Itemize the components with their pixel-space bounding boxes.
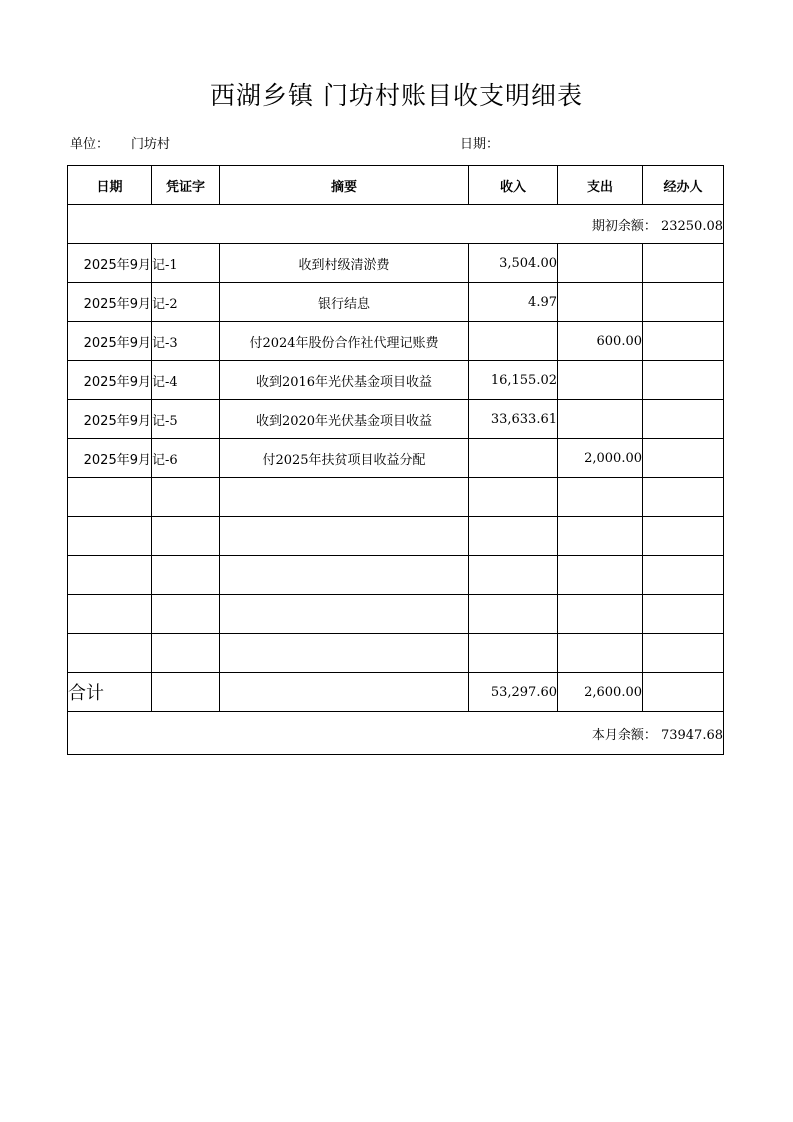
cell-handler: [643, 478, 724, 517]
unit-line: [70, 133, 170, 152]
total-summary-cell: [220, 673, 469, 712]
col-header-income: 收入: [469, 166, 558, 205]
cell-summary: 收到村级清淤费: [220, 244, 469, 283]
ledger-table: [67, 165, 724, 755]
col-header-summary: 摘要: [220, 166, 469, 205]
cell-handler: [643, 556, 724, 595]
opening-balance: [68, 205, 724, 244]
cell-voucher: 记-6: [152, 439, 220, 478]
cell-expense: [558, 595, 643, 634]
cell-expense: [558, 244, 643, 283]
closing-balance: [68, 712, 724, 755]
cell-income: [469, 478, 558, 517]
col-header-expense: 支出: [558, 166, 643, 205]
cell-income: 16,155.02: [469, 361, 558, 400]
col-header-voucher: 凭证字: [152, 166, 220, 205]
table-row: [68, 283, 724, 322]
cell-voucher: 记-2: [152, 283, 220, 322]
cell-income: [469, 322, 558, 361]
cell-voucher: [152, 595, 220, 634]
unit-label: 单位：: [70, 137, 110, 152]
cell-income: 33,633.61: [469, 400, 558, 439]
cell-income: 3,504.00: [469, 244, 558, 283]
cell-date: 2025年9月: [68, 283, 152, 322]
closing-balance-value: 73947.68: [660, 727, 723, 743]
total-row: [68, 673, 724, 712]
cell-handler: [643, 634, 724, 673]
cell-voucher: 记-5: [152, 400, 220, 439]
cell-handler: [643, 439, 724, 478]
cell-income: [469, 556, 558, 595]
cell-handler: [643, 517, 724, 556]
closing-balance-label: 本月余额：: [591, 727, 657, 743]
cell-summary: [220, 595, 469, 634]
table-row: [68, 400, 724, 439]
total-label: 合计: [68, 673, 152, 712]
cell-expense: [558, 283, 643, 322]
table-row: [68, 556, 724, 595]
table-row: [68, 595, 724, 634]
cell-voucher: [152, 517, 220, 556]
cell-summary: [220, 556, 469, 595]
cell-voucher: 记-1: [152, 244, 220, 283]
cell-date: 2025年9月: [68, 322, 152, 361]
cell-date: [68, 517, 152, 556]
cell-summary: 付2024年股份合作社代理记账费: [220, 322, 469, 361]
col-header-handler: 经办人: [643, 166, 724, 205]
table-row: [68, 322, 724, 361]
cell-handler: [643, 283, 724, 322]
cell-voucher: 记-4: [152, 361, 220, 400]
cell-expense: [558, 517, 643, 556]
date-line: [460, 133, 499, 152]
cell-summary: 收到2020年光伏基金项目收益: [220, 400, 469, 439]
cell-income: [469, 595, 558, 634]
page-title: 西湖乡镇 门坊村账目收支明细表: [210, 81, 583, 110]
cell-expense: 600.00: [558, 322, 643, 361]
cell-handler: [643, 322, 724, 361]
total-handler-cell: [643, 673, 724, 712]
cell-income: [469, 634, 558, 673]
date-label: 日期：: [460, 137, 500, 152]
cell-income: [469, 439, 558, 478]
cell-voucher: [152, 478, 220, 517]
header-row: [68, 166, 724, 205]
cell-date: [68, 595, 152, 634]
cell-summary: 付2025年扶贫项目收益分配: [220, 439, 469, 478]
cell-summary: 收到2016年光伏基金项目收益: [220, 361, 469, 400]
cell-expense: [558, 478, 643, 517]
cell-summary: [220, 634, 469, 673]
cell-summary: [220, 517, 469, 556]
cell-expense: [558, 634, 643, 673]
cell-income: [469, 517, 558, 556]
cell-voucher: [152, 634, 220, 673]
cell-income: 4.97: [469, 283, 558, 322]
cell-date: 2025年9月: [68, 439, 152, 478]
total-expense: 2,600.00: [558, 673, 643, 712]
cell-summary: 银行结息: [220, 283, 469, 322]
cell-handler: [643, 595, 724, 634]
cell-handler: [643, 400, 724, 439]
closing-balance-row: [68, 712, 724, 755]
table-row: [68, 517, 724, 556]
cell-date: 2025年9月: [68, 244, 152, 283]
cell-expense: 2,000.00: [558, 439, 643, 478]
cell-expense: [558, 556, 643, 595]
table-row: [68, 439, 724, 478]
opening-balance-row: [68, 205, 724, 244]
total-income: 53,297.60: [469, 673, 558, 712]
opening-balance-label: 期初余额：: [591, 218, 657, 234]
cell-expense: [558, 361, 643, 400]
unit-value: 门坊村: [131, 137, 171, 152]
opening-balance-value: 23250.08: [660, 218, 723, 234]
cell-date: 2025年9月: [68, 400, 152, 439]
table-row: [68, 478, 724, 517]
cell-voucher: [152, 556, 220, 595]
cell-date: [68, 478, 152, 517]
total-voucher-cell: [152, 673, 220, 712]
table-row: [68, 361, 724, 400]
cell-expense: [558, 400, 643, 439]
cell-date: [68, 634, 152, 673]
table-row: [68, 244, 724, 283]
table-row: [68, 634, 724, 673]
cell-summary: [220, 478, 469, 517]
cell-voucher: 记-3: [152, 322, 220, 361]
col-header-date: 日期: [68, 166, 152, 205]
cell-date: 2025年9月: [68, 361, 152, 400]
cell-handler: [643, 244, 724, 283]
cell-handler: [643, 361, 724, 400]
cell-date: [68, 556, 152, 595]
